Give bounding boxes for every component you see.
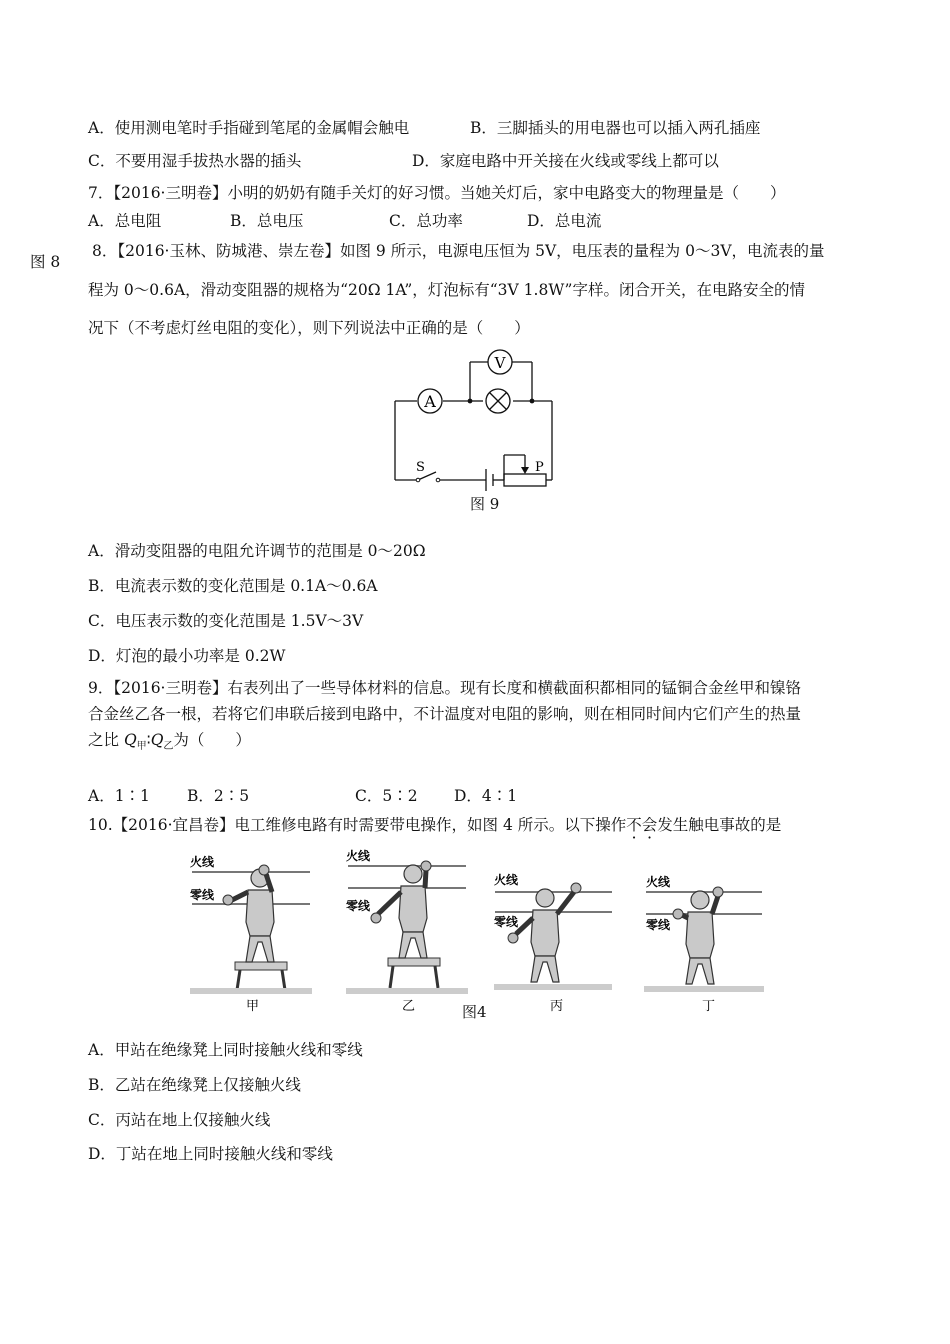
q10-stem: 10.【2016·宜昌卷】电工维修电路有时需要带电操作，如图 4 所示。以下操作不会发生触电事故的是 [88,816,782,834]
svg-text:火线: 火线 [494,873,519,887]
svg-text:火线: 火线 [646,875,671,889]
q8-stem-line1: 8．【2016·玉林、防城港、崇左卷】如图 9 所示，电源电压恒为 5V，电压表的量程为 0～3V，电流表的量 [92,242,825,260]
panel-yi [346,848,468,1014]
svg-text:零线: 零线 [646,918,671,932]
switch-label: S [416,460,425,475]
q8-option-a: A．滑动变阻器的电阻允许调节的范围是 0～20Ω [88,542,426,560]
svg-text:丙: 丙 [550,999,564,1014]
panel-ding [644,874,764,1014]
q7-option-b: B．总电压 [230,212,304,230]
svg-text:丁: 丁 [702,999,716,1014]
q10-option-d: D．丁站在地上同时接触火线和零线 [88,1145,333,1163]
q8-stem-line2: 程为 0～0.6A，滑动变阻器的规格为“20Ω 1A”，灯泡标有“3V 1.8W”字样。闭合开关，在电路安全的情 [88,281,805,299]
side-figure-label: 图 8 [30,253,61,271]
q8-option-b: B．电流表示数的变化范围是 0.1A～0.6A [88,577,378,595]
q8-option-d: D．灯泡的最小功率是 0.2W [88,647,286,665]
q7-stem: 7．【2016·三明卷】小明的奶奶有随手关灯的好习惯。当她关灯后，家中电路变大的物理量是（ ） [88,184,786,202]
q10-option-c: C．丙站在地上仅接触火线 [88,1111,271,1129]
q7-option-a: A．总电阻 [88,212,162,230]
q9-stem-line1: 9．【2016·三明卷】右表列出了一些导体材料的信息。现有长度和横截面积都相同的锰铜合金丝甲和镍铬 [88,679,801,697]
q6-option-a: A．使用测电笔时手指碰到笔尾的金属帽会触电 [88,119,410,137]
q9-option-c: C．5∶2 [355,787,418,805]
q6-option-d: D．家庭电路中开关接在火线或零线上都可以 [412,152,719,170]
circuit-diagram [380,345,580,495]
q6-option-b: B．三脚插头的用电器也可以插入两孔插座 [470,119,761,137]
q9-option-a: A．1∶1 [88,787,150,805]
q9-option-d: D．4∶1 [454,787,518,805]
svg-text:乙: 乙 [402,999,416,1014]
svg-text:火线: 火线 [346,849,371,863]
panel-jia [190,854,312,1014]
q9-stem-line3: 之比 $Q_甲∶Q_乙$为（ ） [88,731,251,753]
q8-stem-line3: 况下（不考虑灯丝电阻的变化），则下列说法中正确的是（ ） [88,319,530,337]
svg-text:甲: 甲 [246,999,260,1014]
q10-option-b: B．乙站在绝缘凳上仅接触火线 [88,1076,301,1094]
q7-option-d: D．总电流 [527,212,602,230]
q8-option-c: C．电压表示数的变化范围是 1.5V～3V [88,612,364,630]
svg-text:零线: 零线 [190,888,215,902]
figure-9-caption: 图 9 [470,495,500,513]
q10-option-a: A．甲站在绝缘凳上同时接触火线和零线 [88,1041,363,1059]
svg-text:火线: 火线 [190,855,215,869]
panel-bing [494,872,612,1014]
voltmeter-label: V [494,354,506,372]
svg-text:零线: 零线 [346,899,371,913]
electrician-figure [180,842,780,1022]
q7-option-c: C．总功率 [389,212,463,230]
figure-4-caption: 图4 [462,1003,487,1021]
q9-option-b: B．2∶5 [187,787,250,805]
q6-option-c: C．不要用湿手拔热水器的插头 [88,152,302,170]
q9-stem-line2: 合金丝乙各一根，若将它们串联后接到电路中，不计温度对电阻的影响，则在相同时间内它们产生的热量 [88,705,802,723]
slider-label: P [535,460,544,475]
ammeter-label: A [424,392,436,411]
svg-text:零线: 零线 [494,915,519,929]
